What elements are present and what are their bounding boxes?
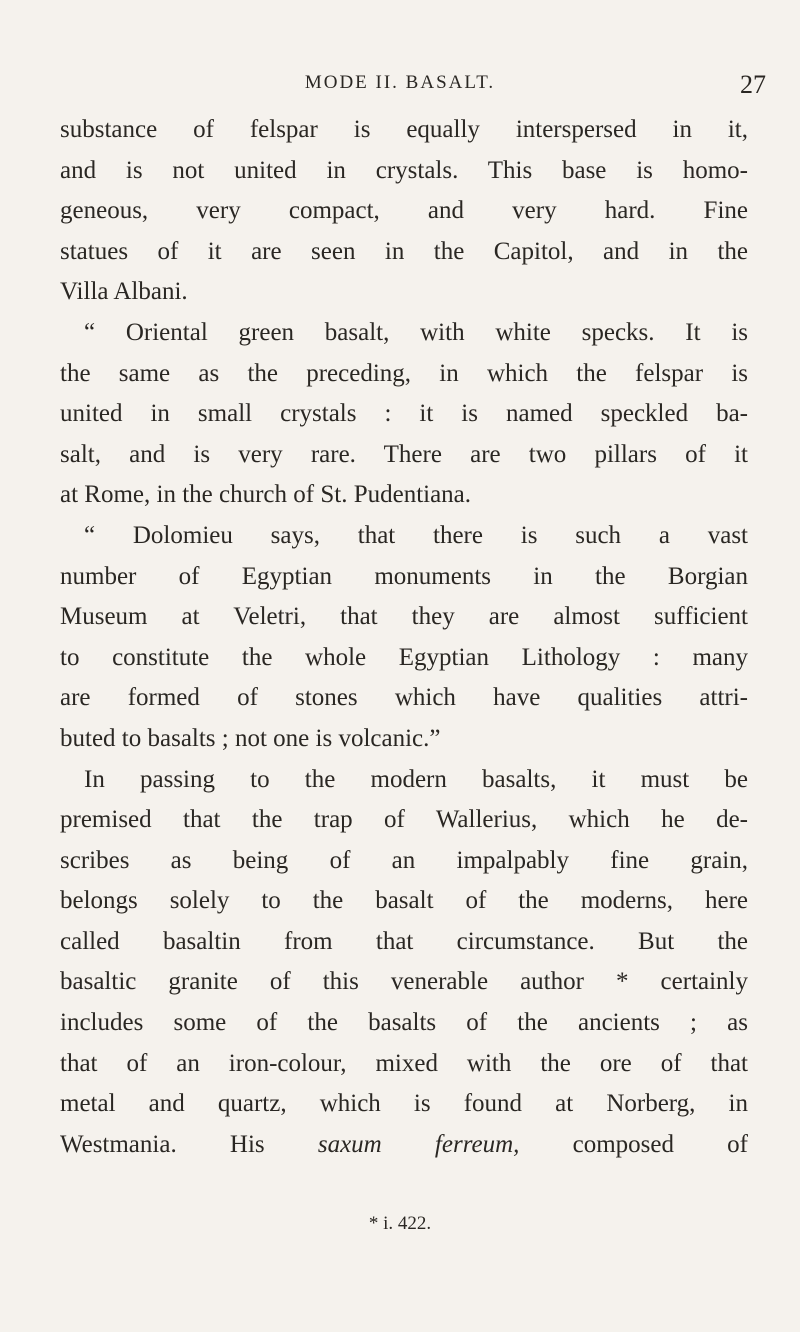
text-line: salt, and is very rare. There are two pillars of it [60,440,748,468]
latin-term: saxum ferreum, [317,1130,520,1158]
body-text [60,110,748,1165]
text-line: and is not united in crystals. This base is homo- [60,156,748,184]
text-line: includes some of the basalts of the ancients ; as [60,1009,748,1037]
text-line: Museum at Veletri, that they are almost sufficient [60,603,748,631]
text-line: that of an iron-colour, mixed with the ore of that [60,1049,748,1077]
text-line: basaltic granite of this venerable author * certainly [60,968,748,996]
text-line: geneous, very compact, and very hard. Fine [60,197,748,225]
text-line-final [60,1125,748,1166]
text-line: to constitute the whole Egyptian Lithology : many [60,643,748,671]
text-line: In passing to the modern basalts, it must be [84,765,748,793]
text-line: metal and quartz, which is found at Norberg, in [60,1090,748,1118]
running-head [0,72,800,102]
text-line: “ Oriental green basalt, with white specks. It is [84,318,748,346]
text-line: called basaltin from that circumstance. But the [60,927,748,955]
text-line: Villa Albani. [60,278,188,306]
text-line: statues of it are seen in the Capitol, and in the [60,237,748,265]
text-line: substance of felspar is equally interspersed in it, [60,116,748,143]
text-line: are formed of stones which have qualities attri- [60,684,748,712]
text-line: “ Dolomieu says, that there is such a vast [84,521,748,549]
text-line: at Rome, in the church of St. Pudentiana. [60,481,472,509]
footnote: * i. 422. [368,1213,432,1234]
running-title: MODE II. BASALT. [304,72,496,93]
text-segment: Westmania. His [60,1130,265,1158]
text-line: belongs solely to the basalt of the moderns, here [60,887,748,915]
text-line: buted to basalts ; not one is volcanic.” [60,724,441,752]
text-segment: composed of [572,1130,749,1158]
text-line: premised that the trap of Wallerius, which he de- [60,806,748,834]
page-number: 27 [740,70,766,99]
text-line: scribes as being of an impalpably fine grain, [60,846,748,874]
text-line: number of Egyptian monuments in the Borgian [60,562,748,590]
text-line: united in small crystals : it is named speckled ba- [60,400,748,428]
text-line: the same as the preceding, in which the felspar is [60,359,748,387]
